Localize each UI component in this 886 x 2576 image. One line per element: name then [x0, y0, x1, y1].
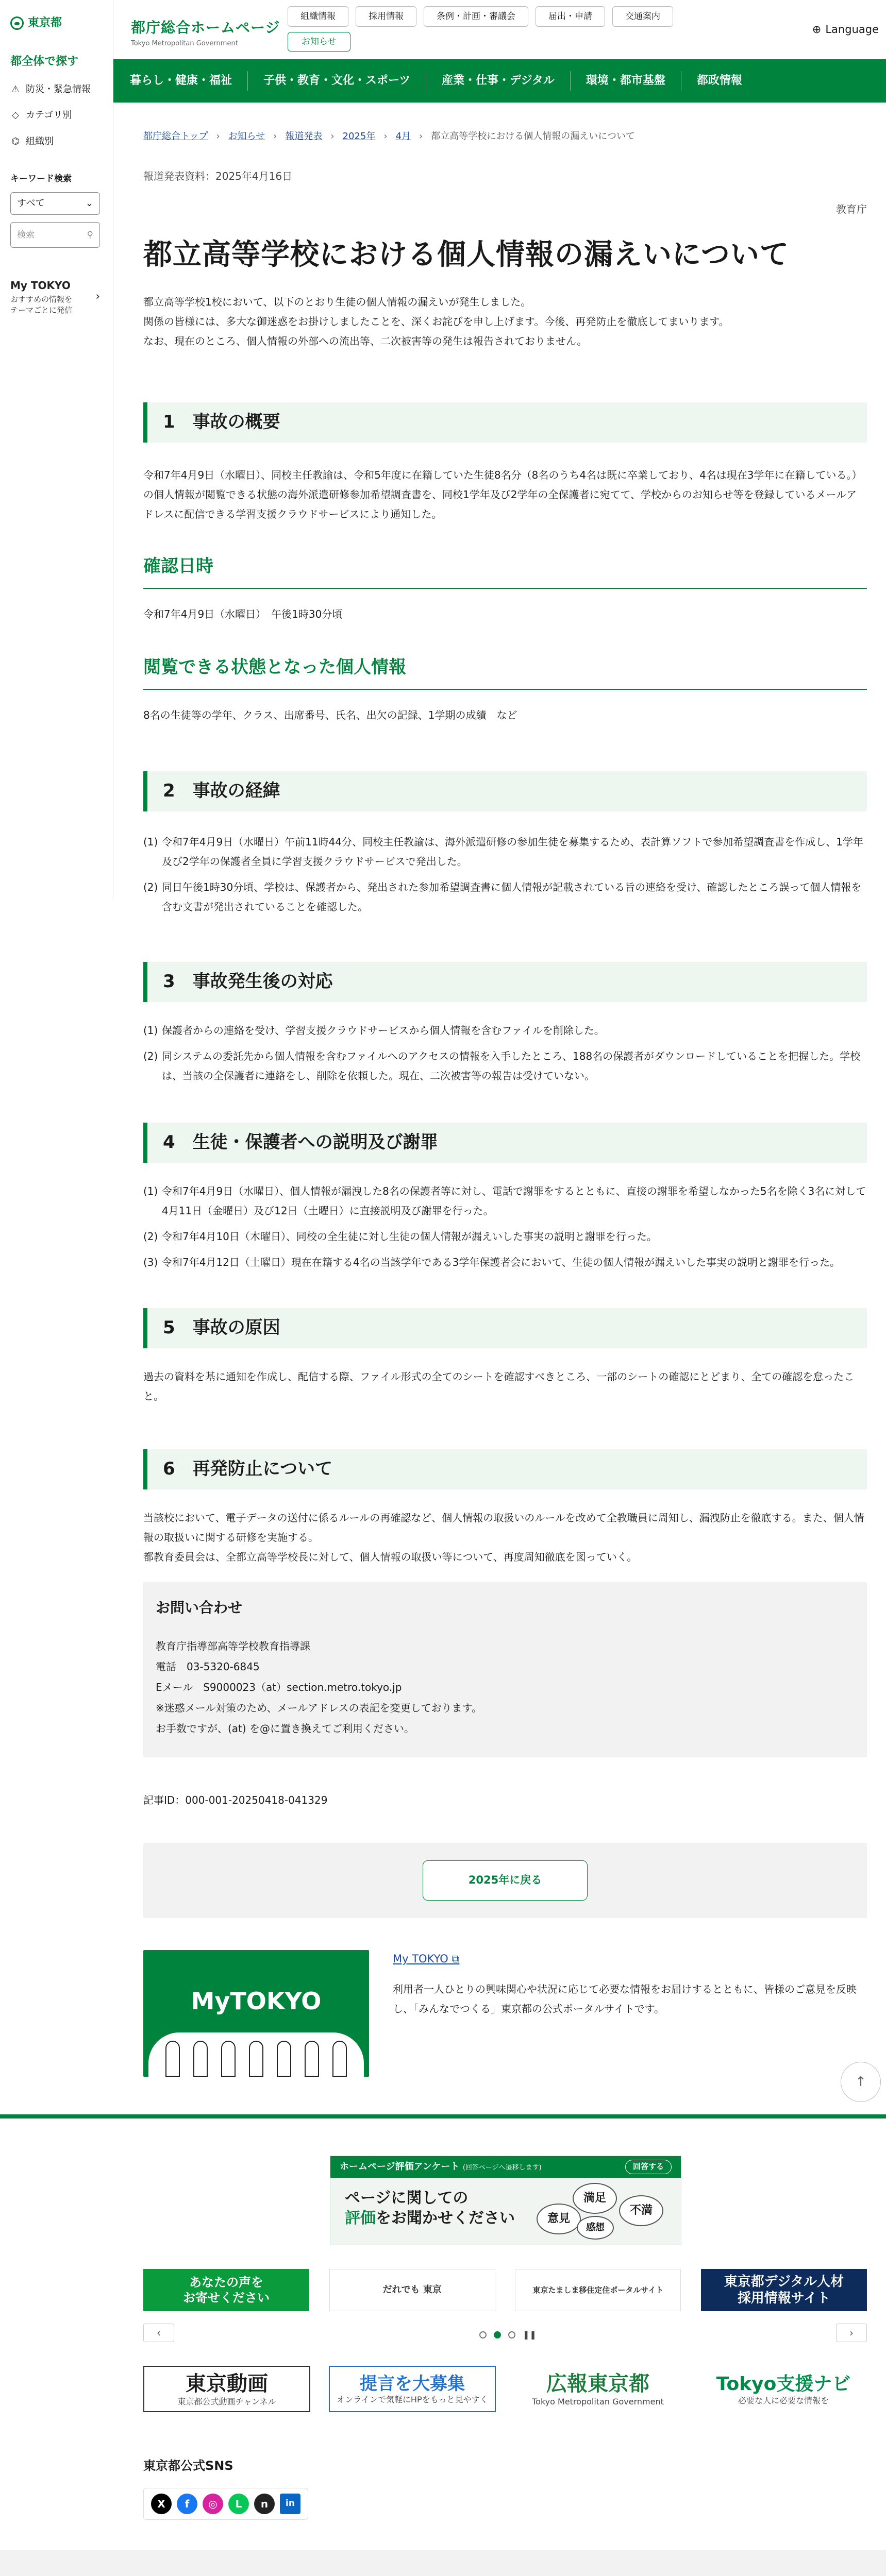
contact-line: ※迷惑メール対策のため、メールアドレスの表記を変更しております。 — [156, 1701, 482, 1714]
banner-daredemo-tokyo[interactable]: だれでも 東京 — [329, 2269, 495, 2311]
banner-koho-tokyo[interactable]: 広報東京都 Tokyo Metropolitan Government — [532, 2372, 664, 2406]
nav-environment[interactable]: 環境・都市基盤 — [586, 71, 681, 90]
sidebar-item-disaster[interactable]: ⚠ 防災・緊急情報 — [11, 83, 91, 95]
mytokyo-banner-image[interactable] — [143, 1950, 369, 2077]
top-link-application[interactable]: 届出・申請 — [536, 6, 605, 27]
mytokyo-title: My TOKYO — [10, 279, 71, 292]
nav-education[interactable]: 子供・教育・文化・スポーツ — [263, 71, 426, 90]
facebook-icon[interactable]: f — [177, 2494, 197, 2514]
site-header — [113, 0, 886, 59]
breadcrumb-link[interactable]: 2025年 — [342, 131, 376, 142]
list-item: (1) 令和7年4月9日（水曜日）午前11時44分、同校主任教諭は、海外派遣研修の参加生徒を募集するため、表計算ソフトで参加希望調査書を作成し、1学年及び2学年の保護者全員に学習支援クラウドサービスで発出した。 — [143, 835, 863, 868]
top-link-access[interactable]: 交通案内 — [612, 6, 673, 27]
carousel-dot[interactable] — [494, 2331, 501, 2338]
x-icon[interactable]: X — [151, 2494, 172, 2514]
section-heading: 5 事故の原因 — [143, 1308, 867, 1348]
contact-line: 電話 03-5320-6845 — [156, 1660, 260, 1673]
list-item: (2) 同日午後1時30分頃、学校は、保護者から、発出された参加希望調査書に個人情報が記載されている旨の連絡を受け、確認したところ誤って個人情報を含む文書が発出されていることを確認した。 — [143, 880, 862, 913]
chevron-right-icon: › — [330, 131, 335, 142]
section-heading: 6 再発防止について — [143, 1449, 867, 1489]
search-scope-select[interactable]: すべて ⌄ — [10, 192, 100, 215]
subsection-body: 令和7年4月9日（水曜日） 午後1時30分頃 — [143, 608, 343, 621]
contact-line: Eメール S9000023（at）section.metro.tokyo.jp — [156, 1681, 402, 1693]
people-illustration — [148, 2032, 364, 2077]
list-item: (2) 同システムの委託先から個人情報を含むファイルへのアクセスの情報を入手したところ、188名の保護者がダウンロードしていることを把握した。学校は、当該の全保護者に連絡をし、削除を依頼した。現在、二次被害等の報告は受けていない。 — [143, 1049, 861, 1082]
instagram-icon[interactable]: ◎ — [203, 2494, 223, 2514]
mytokyo-sub: おすすめの情報を — [10, 295, 73, 304]
section-list — [143, 1181, 867, 1272]
warning-icon: ⚠ — [11, 83, 20, 95]
org-chart-icon: ⌬ — [11, 135, 20, 147]
top-link-recruit[interactable]: 採用情報 — [356, 6, 416, 27]
breadcrumb-link[interactable]: 4月 — [395, 131, 411, 142]
breadcrumb-link[interactable]: 都庁総合トップ — [143, 131, 208, 142]
chevron-down-icon: ⌄ — [85, 198, 93, 209]
list-item: (2) 令和7年4月10日（木曜日）、同校の全生徒に対し生徒の個人情報が漏えいした事実の説明と謝罪を行った。 — [143, 1230, 657, 1243]
bubble: 不満 — [619, 2195, 663, 2226]
site-brand[interactable]: 都庁総合ホームページ Tokyo Metropolitan Government — [131, 19, 280, 47]
notice-button[interactable]: お知らせ — [288, 32, 350, 52]
back-to-year-button[interactable]: 2025年に戻る — [423, 1860, 588, 1901]
carousel-dot[interactable] — [508, 2331, 515, 2338]
carousel-dot[interactable] — [479, 2331, 487, 2338]
bubble: 感想 — [577, 2216, 614, 2240]
banner-carousel — [143, 2269, 867, 2311]
contact-line: 教育庁指導部高等学校教育指導課 — [156, 1639, 310, 1652]
sidebar-mytokyo-link[interactable] — [10, 277, 100, 316]
mytokyo-description: 利用者一人ひとりの興味関心や状況に応じて必要な情報をお届けするとともに、皆様のご意見を反映し、「みんなでつくる」東京都の公式ポータルサイトです。 — [393, 1983, 857, 2015]
sidebar-item-category[interactable]: ◇ カテゴリ別 — [10, 108, 103, 124]
section-heading: 3 事故発生後の対応 — [143, 962, 867, 1002]
mytokyo-link[interactable]: My TOKYO ⧉ — [393, 1952, 460, 1965]
tag-icon: ◇ — [12, 110, 19, 121]
article-id: 記事ID：000-001-20250418-041329 — [143, 1793, 328, 1806]
footer-divider — [0, 2114, 886, 2119]
sns-title: 東京都公式SNS — [143, 2459, 233, 2473]
chevron-right-icon: › — [216, 131, 220, 142]
page-top-button[interactable] — [841, 2062, 881, 2102]
contact-box — [143, 1582, 867, 1757]
tokyo-logo[interactable]: 東京都 — [10, 13, 103, 32]
list-item: (3) 令和7年4月12日（土曜日）現在在籍する4名の当該学年である3学年保護者会において、生徒の個人情報が漏えいした事実の説明と謝罪を行った。 — [143, 1256, 840, 1268]
list-item: (1) 保護者からの連絡を受け、学習支援クラウドサービスから個人情報を含むファイルを削除した。 — [143, 1024, 605, 1037]
sidebar-all-heading: 都全体で探す — [10, 55, 79, 69]
globe-icon: ⊕ — [812, 23, 822, 36]
section-body: 当該校において、電子データの送付に係るルールの再確認など、個人情報の取扱いのルールを改めて全教職員に周知し、漏洩防止を徹底する。また、個人情報の取扱いに関する研修を実施する。 — [143, 1511, 864, 1544]
banner-shien-navi[interactable]: Tokyo支援ナビ 必要な人に必要な情報を — [716, 2373, 851, 2405]
nav-living[interactable]: 暮らし・健康・福祉 — [130, 71, 248, 90]
linkedin-icon[interactable]: in — [280, 2494, 300, 2514]
top-link-ordinance[interactable]: 条例・計画・審議会 — [424, 6, 528, 27]
note-icon[interactable]: n — [254, 2494, 275, 2514]
banner-tokyo-douga[interactable]: 東京動画 東京都公式動画チャンネル — [143, 2366, 310, 2412]
bubble: 満足 — [573, 2183, 617, 2214]
section-body: 都教育委員会は、全都立高等学校長に対して、個人情報の取扱い等について、再度周知徹底を図っていく。 — [143, 1550, 638, 1563]
main-content — [143, 129, 867, 2077]
chevron-right-icon: › — [383, 131, 388, 142]
sidebar — [0, 0, 113, 899]
top-link-organization[interactable]: 組織情報 — [288, 6, 348, 27]
section-heading: 1 事故の概要 — [143, 402, 867, 443]
survey-banner[interactable]: ホームページ評価アンケート (回答ページへ遷移します) 回答する ページに関しての 評価をお聞かせください 満足 意見 不満 感想 — [330, 2156, 681, 2245]
carousel-prev-button[interactable]: ‹ — [143, 2324, 174, 2342]
banner-row — [143, 2366, 867, 2412]
language-button[interactable]: ⊕ Language — [812, 21, 879, 39]
search-input[interactable]: 検索 ⚲ — [10, 222, 100, 248]
site-footer — [0, 2550, 886, 2576]
chevron-right-icon: › — [273, 131, 277, 142]
release-date: 報道発表資料：2025年4月16日 — [143, 170, 293, 182]
arrow-up-icon: ↑ — [855, 2074, 866, 2090]
section-body: 過去の資料を基に通知を作成し、配信する際、ファイル形式の全てのシートを確認すべきところ、一部のシートの確認にとどまり、全ての確認を怠ったこと。 — [143, 1370, 855, 1402]
global-nav — [113, 59, 886, 103]
carousel-next-button[interactable]: › — [836, 2324, 867, 2342]
search-icon[interactable]: ⚲ — [87, 230, 93, 240]
nav-government[interactable]: 都政情報 — [696, 74, 742, 88]
chevron-right-icon: › — [95, 290, 100, 302]
breadcrumb — [143, 129, 867, 145]
banner-voice[interactable]: あなたの声を お寄せください — [143, 2269, 309, 2311]
tokyo-emblem-icon — [10, 16, 24, 30]
pause-icon[interactable]: ❚❚ — [523, 2330, 537, 2340]
contact-title: お問い合わせ — [156, 1599, 243, 1616]
keyword-search-label: キーワード検索 — [10, 173, 72, 184]
sns-section — [143, 2455, 308, 2520]
breadcrumb-link[interactable]: 報道発表 — [285, 131, 323, 142]
carousel-dots — [479, 2328, 537, 2342]
mytokyo-logo: MyTOKYO — [191, 1987, 322, 2015]
sidebar-item-organization[interactable]: ⌬ 組織別 — [10, 134, 103, 150]
bureau-name: 教育庁 — [836, 202, 867, 215]
top-links — [288, 6, 673, 27]
subsection-heading: 確認日時 — [143, 552, 867, 589]
banner-digital-recruit[interactable]: 東京都デジタル人材 採用情報サイト — [701, 2269, 867, 2311]
section-list — [143, 832, 867, 917]
mytokyo-promo — [143, 1950, 867, 2077]
section-heading: 4 生徒・保護者への説明及び謝罪 — [143, 1123, 867, 1163]
banner-teigen[interactable]: 提言を大募集 オンラインで気軽にHPをもっと見やすく — [329, 2366, 496, 2412]
breadcrumb-current: 都立高等学校における個人情報の漏えいについて — [431, 131, 635, 142]
section-list — [143, 1021, 867, 1086]
subsection-heading: 閲覧できる状態となった個人情報 — [143, 653, 867, 690]
banner-tamashima[interactable]: 東京たましま移住定住ポータルサイト — [515, 2269, 681, 2311]
line-icon[interactable]: L — [228, 2494, 249, 2514]
page-title: 都立高等学校における個人情報の漏えいについて — [143, 238, 789, 272]
list-item: (1) 令和7年4月9日（水曜日）、個人情報が漏洩した8名の保護者等に対し、電話で謝罪をするとともに、直接の謝罪を希望しなかった5名を除く3名に対して4月11日（金曜日）及び12日（土曜日）に直接説明及び謝罪を行った。 — [143, 1184, 866, 1217]
section-heading: 2 事故の経緯 — [143, 771, 867, 811]
subsection-body: 8名の生徒等の学年、クラス、出席番号、氏名、出欠の記録、1学期の成績 など — [143, 708, 517, 721]
bubble: 意見 — [537, 2204, 581, 2234]
mytokyo-sub: テーマごとに発信 — [10, 306, 73, 315]
back-box — [143, 1843, 867, 1918]
survey-answer-button[interactable]: 回答する — [625, 2160, 672, 2174]
nav-industry[interactable]: 産業・仕事・デジタル — [442, 71, 571, 90]
lead-text: 都立高等学校1校において、以下のとおり生徒の個人情報の漏えいが発生しました。 関係の皆様には、多大な御迷惑をお掛けしましたことを、深くお詫びを申し上げます。今後、再発防止を徹底してまいります。 なお、現在のところ、個人情報の外部への流出等、二次被害等の発生は報告されておりません。 — [143, 296, 729, 348]
breadcrumb-link[interactable]: お知らせ — [228, 131, 265, 142]
chevron-right-icon: › — [419, 131, 423, 142]
section-body: 令和7年4月9日（水曜日）、同校主任教諭は、令和5年度に在籍していた生徒8名分（8名のうち4名は既に卒業しており、4名は現在3学年に在籍している。）の個人情報が閲覧できる状態の海外派遣研修参加希望調査書を、同校1学年及び2学年の全保護者に宛てて、学校からのお知らせ等を登録しているメールアドレスに配信できる学習支援クラウドサービスにより通知した。 — [143, 469, 862, 521]
contact-line: お手数ですが、(at) を@に置き換えてご利用ください。 — [156, 1722, 415, 1735]
external-link-icon: ⧉ — [452, 1952, 460, 1965]
